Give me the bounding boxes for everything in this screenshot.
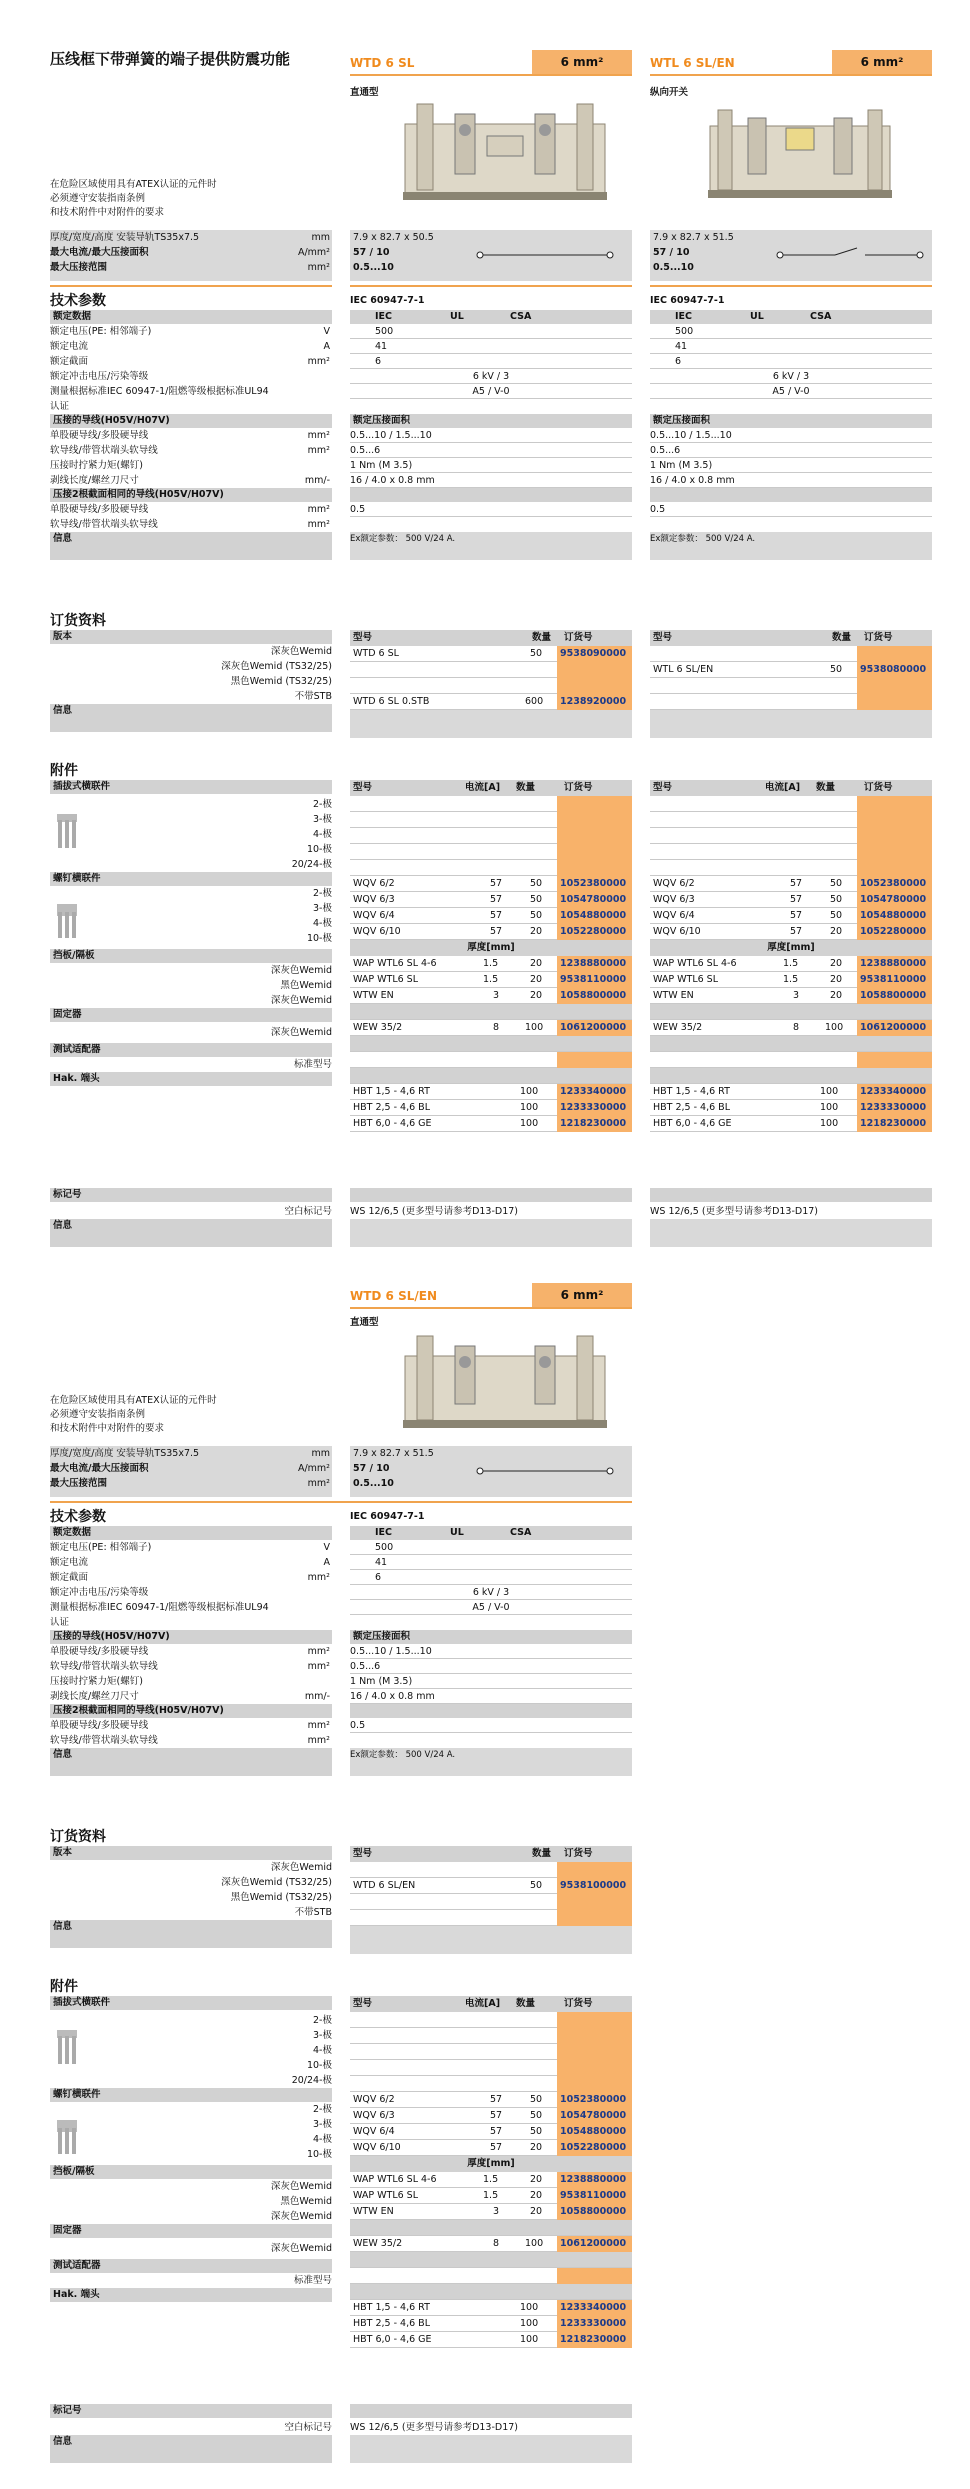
mark-col: WS 12/6,5 (更多型号请参考D13-D17)	[350, 2404, 632, 2463]
mark-col: WS 12/6,5 (更多型号请参考D13-D17)	[650, 1188, 932, 1247]
circuit-symbol	[475, 1465, 615, 1477]
order-table: 型号 数量 订货号 WTL 6 SL/EN 50 9538080000	[650, 630, 932, 738]
acc-table: 型号 电流[A] 数量 订货号 WQV 6/2 57 50 1052380000 WQV 6/3 57 50 1054780000 WQV 6/4 57 50 1054880000 WQV 6/10 57 20 1052280000 厚度[mm] WAP WTL6 SL 4-6 1.5 20 1238880000 WAP WTL6 SL 1.5 20 9538110000 WTW EN 3 20 1058800000 WEW 35/2 8 100 1061200000 HBT 1,5 - 4,6 RT 100 1233340000 HBT 2,5 - 4,6 BL 100 1233330000 HBT 6,0 - 4,6 GE 100 1218230000	[650, 780, 932, 1132]
dims-labels: 厚度/宽度/高度 安装导轨TS35x7.5 mm 最大电流/最大压接面积 A/mm² 最大压接范围 mm²	[50, 1446, 332, 1497]
dims-labels: 厚度/宽度/高度 安装导轨TS35x7.5 mm 最大电流/最大压接面积 A/mm² 最大压接范围 mm²	[50, 230, 332, 281]
tech-col: IEC 60947-7-1 IEC UL CSA 500 41 6 6 kV / 3 A5 / V-0 额定压接面积 0.5...10 / 1.5...10 0.5...6 1 Nm (M 3.5) 16 / 4.0 x 0.8 mm 0.5 Ex额定参数： 500 V/24 A.	[350, 292, 632, 560]
acc-table: 型号 电流[A] 数量 订货号 WQV 6/2 57 50 1052380000 WQV 6/3 57 50 1054780000 WQV 6/4 57 50 1054880000 WQV 6/10 57 20 1052280000 厚度[mm] WAP WTL6 SL 4-6 1.5 20 1238880000 WAP WTL6 SL 1.5 20 9538110000 WTW EN 3 20 1058800000 WEW 35/2 8 100 1061200000 HBT 1,5 - 4,6 RT 100 1233340000 HBT 2,5 - 4,6 BL 100 1233330000 HBT 6,0 - 4,6 GE 100 1218230000	[350, 1996, 632, 2348]
plug-bridge-icon	[55, 812, 81, 852]
tech-col: IEC 60947-7-1 IEC UL CSA 500 41 6 6 kV / 3 A5 / V-0 额定压接面积 0.5...10 / 1.5...10 0.5...6 1 Nm (M 3.5) 16 / 4.0 x 0.8 mm 0.5 Ex额定参数： 500 V/24 A.	[350, 1508, 632, 1776]
acc-section-left: 附件 插拔式横联件 2-极 3-极 4-极 10-极 20/24-极 螺钉横联件 2-极 3-极 4-极 10-极 挡板/隔板 深灰色Wemid 黑色Wemid 深灰色Wemid 固定器 深灰色Wemid 测试适配器 标准型号 Hak. 端头	[50, 763, 332, 1084]
page-title: 压线框下带弹簧的端子提供防震功能	[50, 50, 291, 68]
order-section-left: 订货资料 版本 深灰色Wemid 深灰色Wemid (TS32/25) 黑色Wemid (TS32/25) 不带STB 信息	[50, 1828, 332, 1948]
product-header-wtd6sl: WTD 6 SL 6 mm²	[350, 50, 632, 76]
terminal-image	[700, 100, 900, 210]
mark-section-left: 标记号 空白标记号 信息	[50, 1188, 332, 1247]
product-type: 直通型	[350, 1317, 379, 1328]
tech-col: IEC 60947-7-1 IEC UL CSA 500 41 6 6 kV / 3 A5 / V-0 额定压接面积 0.5...10 / 1.5...10 0.5...6 1 Nm (M 3.5) 16 / 4.0 x 0.8 mm 0.5 Ex额定参数： 500 V/24 A.	[650, 292, 932, 560]
product-dims: 7.9 x 82.7 x 51.5 57 / 10 0.5...10	[350, 1446, 632, 1497]
product-header-wtl6slen: WTL 6 SL/EN 6 mm²	[650, 50, 932, 76]
atex-note: 在危险区域使用具有ATEX认证的元件时 必须遵守安装指南条例 和技术附件中对附件的要求	[50, 179, 217, 218]
terminal-image	[395, 96, 615, 208]
product-header-wtd6slen: WTD 6 SL/EN 6 mm²	[350, 1283, 632, 1309]
product-type: 直通型	[350, 87, 379, 98]
tech-section-left: 技术参数 额定数据 额定电压(PE: 相邻端子) V 额定电流 A 额定截面 mm² 额定冲击电压/污染等级 测量根据标准IEC 60947-1/阻燃等级根据标准UL94 认证 压接的导线(H05V/H07V) 单股硬导线/多股硬导线 mm² 软导线/带管状端头软导线 mm² 压接时拧紧力矩(螺钉) 剥线长度/螺丝刀尺寸 mm/- 压接2根截面相同的导线(H05V/H07V) 单股硬导线/多股硬导线 mm² 软导线/带管状端头软导线 mm² 信息	[50, 292, 332, 560]
screw-bridge-icon	[55, 902, 81, 942]
product-dims: 7.9 x 82.7 x 50.5 57 / 10 0.5...10	[350, 230, 632, 281]
order-table: 型号 数量 订货号 WTD 6 SL 50 9538090000 WTD 6 SL 0.STB 600 1238920000	[350, 630, 632, 738]
tech-section-left: 技术参数 额定数据 额定电压(PE: 相邻端子) V 额定电流 A 额定截面 mm² 额定冲击电压/污染等级 测量根据标准IEC 60947-1/阻燃等级根据标准UL94 认证 压接的导线(H05V/H07V) 单股硬导线/多股硬导线 mm² 软导线/带管状端头软导线 mm² 压接时拧紧力矩(螺钉) 剥线长度/螺丝刀尺寸 mm/- 压接2根截面相同的导线(H05V/H07V) 单股硬导线/多股硬导线 mm² 软导线/带管状端头软导线 mm² 信息	[50, 1508, 332, 1776]
product-type: 纵向开关	[650, 87, 689, 98]
screw-bridge-icon	[55, 2118, 81, 2158]
acc-table: 型号 电流[A] 数量 订货号 WQV 6/2 57 50 1052380000 WQV 6/3 57 50 1054780000 WQV 6/4 57 50 1054880000 WQV 6/10 57 20 1052280000 厚度[mm] WAP WTL6 SL 4-6 1.5 20 1238880000 WAP WTL6 SL 1.5 20 9538110000 WTW EN 3 20 1058800000 WEW 35/2 8 100 1061200000 HBT 1,5 - 4,6 RT 100 1233340000 HBT 2,5 - 4,6 BL 100 1233330000 HBT 6,0 - 4,6 GE 100 1218230000	[350, 780, 632, 1132]
plug-bridge-icon	[55, 2028, 81, 2068]
order-table: 型号 数量 订货号 WTD 6 SL/EN 50 9538100000	[350, 1846, 632, 1954]
circuit-symbol	[475, 249, 615, 261]
acc-section-left: 附件 插拔式横联件 2-极 3-极 4-极 10-极 20/24-极 螺钉横联件 2-极 3-极 4-极 10-极 挡板/隔板 深灰色Wemid 黑色Wemid 深灰色Wemid 固定器 深灰色Wemid 测试适配器 标准型号 Hak. 端头	[50, 1979, 332, 2300]
product-dims: 7.9 x 82.7 x 51.5 57 / 10 0.5...10	[650, 230, 932, 281]
mark-col: WS 12/6,5 (更多型号请参考D13-D17)	[350, 1188, 632, 1247]
atex-note: 在危险区域使用具有ATEX认证的元件时 必须遵守安装指南条例 和技术附件中对附件的要求	[50, 1395, 217, 1434]
switch-circuit-symbol	[775, 246, 925, 262]
terminal-image	[395, 1328, 615, 1438]
mark-section-left: 标记号 空白标记号 信息	[50, 2404, 332, 2463]
order-section-left: 订货资料 版本 深灰色Wemid 深灰色Wemid (TS32/25) 黑色Wemid (TS32/25) 不带STB 信息	[50, 612, 332, 732]
